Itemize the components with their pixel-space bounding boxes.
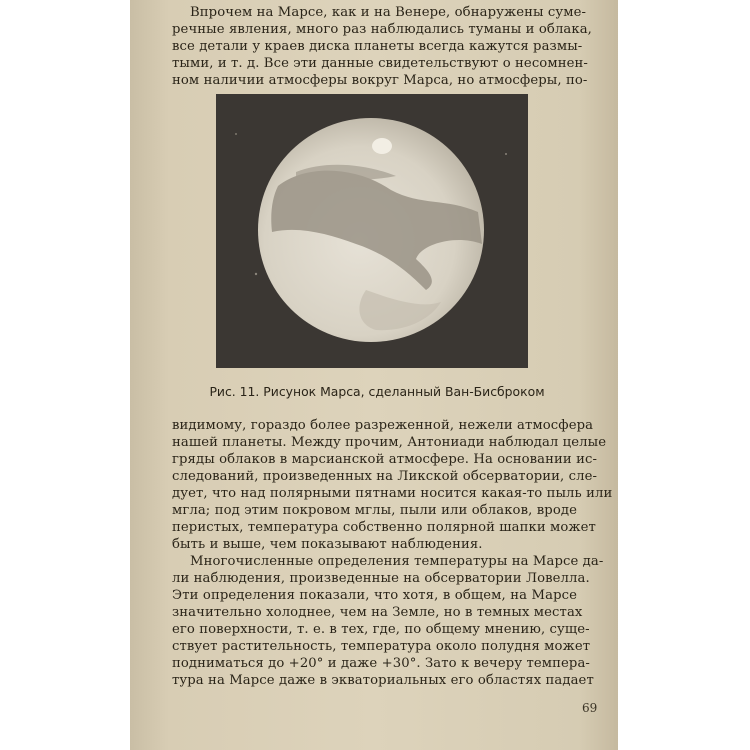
text-line: мгла; под этим покровом мглы, пыли или облаков, вроде <box>172 503 577 518</box>
text-line: значительно холоднее, чем на Земле, но в темных местах <box>172 605 583 620</box>
text-line: тура на Марсе даже в экваториальных его областях падает <box>172 673 594 688</box>
text-line: Впрочем на Марсе, как и на Венере, обнаружены суме- <box>190 5 587 20</box>
page-number: 69 <box>582 701 598 715</box>
text-line: его поверхности, т. е. в тех, где, по общему мнению, суще- <box>172 622 590 637</box>
text-line: ном наличии атмосферы вокруг Марса, но атмосферы, по- <box>172 73 588 88</box>
mars-drawing-figure <box>216 94 528 368</box>
text-line: подниматься до +20° и даже +30°. Зато к вечеру темпера- <box>172 656 590 671</box>
text-line: дует, что над полярными пятнами носится какая-то пыль или <box>172 486 613 501</box>
text-line: ли наблюдения, произведенные на обсерватории Ловелла. <box>172 571 590 586</box>
mars-planet-illustration <box>216 94 528 368</box>
text-line: перистых, температура собственно полярной шапки может <box>172 520 596 535</box>
book-page <box>130 0 618 750</box>
text-line: тыми, и т. д. Все эти данные свидетельствуют о несомнен- <box>172 56 588 71</box>
text-line: ствует растительность, температура около полудня может <box>172 639 591 654</box>
text-line: Многочисленные определения температуры на Марсе да- <box>190 554 604 569</box>
polar-cap <box>372 138 392 154</box>
figure-caption: Рис. 11. Рисунок Марса, сделанный Ван-Бисброком <box>209 384 545 399</box>
text-line: речные явления, много раз наблюдались туманы и облака, <box>172 22 592 37</box>
text-line: нашей планеты. Между прочим, Антониади наблюдал целые <box>172 435 607 450</box>
text-line: гряды облаков в марсианской атмосфере. На основании ис- <box>172 452 598 467</box>
text-line: следований, произведенных на Ликской обсерватории, сле- <box>172 469 598 484</box>
text-line: все детали у краев диска планеты всегда кажутся размы- <box>172 39 583 54</box>
text-line: Эти определения показали, что хотя, в общем, на Марсе <box>172 588 577 603</box>
text-line: видимому, гораздо более разреженной, нежели атмосфера <box>172 418 594 433</box>
text-line: быть и выше, чем показывают наблюдения. <box>172 537 483 552</box>
